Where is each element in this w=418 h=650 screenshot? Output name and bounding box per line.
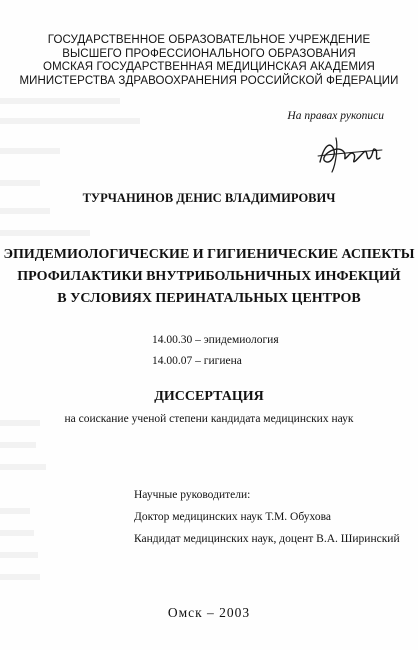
title-line: ЭПИДЕМИОЛОГИЧЕСКИЕ И ГИГИЕНИЧЕСКИЕ АСПЕКТЫ — [3, 247, 415, 262]
bleed-through-line — [0, 442, 36, 448]
institution-line: ГОСУДАРСТВЕННОЕ ОБРАЗОВАТЕЛЬНОЕ УЧРЕЖДЕНИЕ — [47, 34, 371, 46]
supervisor-entry: Доктор медицинских наук Т.М. Обухова — [134, 511, 331, 523]
supervisor-entry: Кандидат медицинских наук, доцент В.А. Ширинский — [134, 533, 400, 545]
bleed-through-line — [0, 208, 50, 214]
bleed-through-line — [0, 118, 140, 124]
supervisors-heading: Научные руководители: — [134, 489, 251, 501]
institution-line: ОМСКАЯ ГОСУДАРСТВЕННАЯ МЕДИЦИНСКАЯ АКАДЕМИЯ — [43, 61, 375, 73]
bleed-through-line — [0, 552, 38, 558]
document-type: ДИССЕРТАЦИЯ — [154, 389, 264, 404]
institution-line: МИНИСТЕРСТВА ЗДРАВООХРАНЕНИЯ РОССИЙСКОЙ ФЕДЕРАЦИИ — [19, 74, 399, 87]
degree-statement: на соискание ученой степени кандидата медицинских наук — [64, 413, 354, 425]
dissertation-title — [0, 244, 418, 310]
bleed-through-line — [0, 148, 60, 154]
title-line: ПРОФИЛАКТИКИ ВНУТРИБОЛЬНИЧНЫХ ИНФЕКЦИЙ — [17, 269, 401, 284]
specialty-codes — [152, 330, 279, 372]
handwritten-signature — [314, 132, 386, 176]
bleed-through-line — [0, 508, 30, 514]
institution-line: ВЫСШЕГО ПРОФЕССИОНАЛЬНОГО ОБРАЗОВАНИЯ — [62, 47, 356, 60]
title-line: В УСЛОВИЯХ ПЕРИНАТАЛЬНЫХ ЦЕНТРОВ — [57, 291, 361, 306]
place-and-year: Омск – 2003 — [167, 605, 251, 620]
manuscript-rights-note: На правах рукописи — [287, 110, 384, 122]
bleed-through-line — [0, 574, 40, 580]
specialty-item: 14.00.30 – эпидемиология — [152, 334, 279, 346]
bleed-through-line — [0, 464, 46, 470]
institution-header — [0, 34, 418, 88]
scientific-supervisors — [134, 484, 400, 550]
specialty-item: 14.00.07 – гигиена — [152, 355, 242, 367]
bleed-through-line — [0, 180, 40, 186]
author-name: ТУРЧАНИНОВ ДЕНИС ВЛАДИМИРОВИЧ — [82, 191, 336, 205]
bleed-through-line — [0, 230, 90, 236]
bleed-through-line — [0, 98, 120, 104]
bleed-through-line — [0, 530, 34, 536]
